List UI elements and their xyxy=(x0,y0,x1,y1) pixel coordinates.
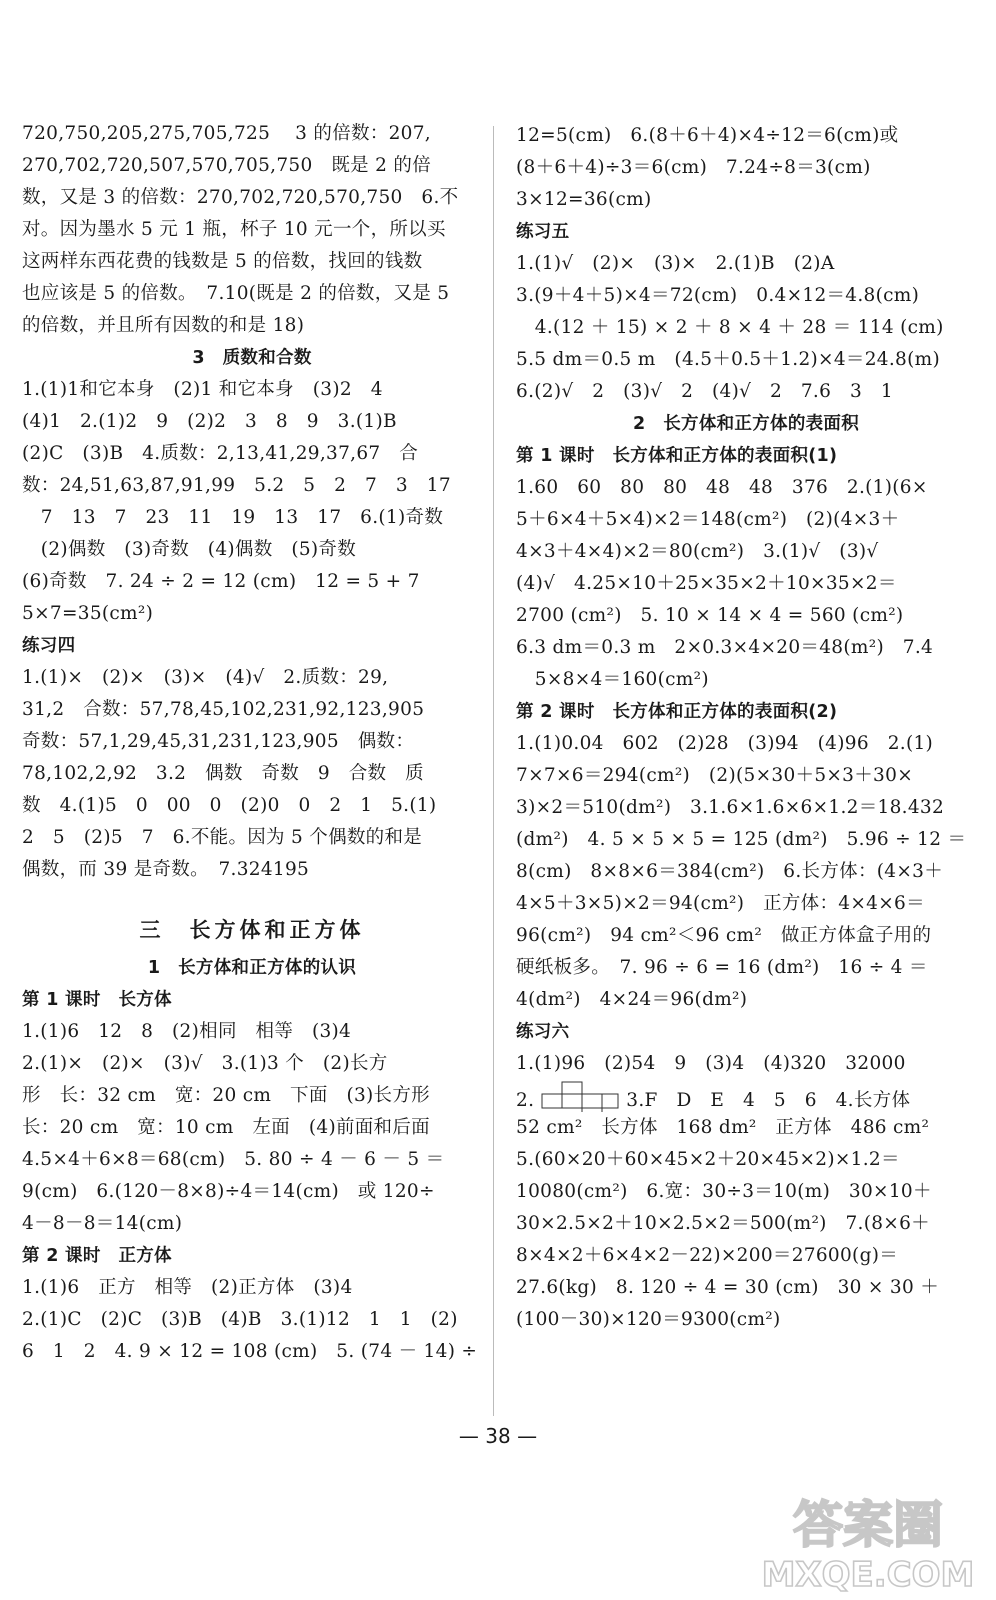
answer-line: 1.(1)96 (2)54 9 (3)4 (4)320 32000 xyxy=(516,1053,906,1074)
answer-line: 8×4×2＋6×4×2－22)×200＝27600(g)＝ xyxy=(516,1245,899,1266)
answer-line: 形 长：32 cm 宽：20 cm 下面 (3)长方形 xyxy=(22,1085,430,1106)
answer-line: 长：20 cm 宽：10 cm 左面 (4)前面和后面 xyxy=(22,1117,430,1138)
left-column xyxy=(22,118,482,1368)
section-heading: 第 1 课时 长方体和正方体的表面积(1) xyxy=(516,446,838,466)
answer-line: 1.(1)0.04 602 (2)28 (3)94 (4)96 2.(1) xyxy=(516,733,934,754)
answer-line: 4.(12 ＋ 15) × 2 ＋ 8 × 4 ＋ 28 ＝ 114 (cm) xyxy=(516,317,944,338)
answer-line: 8(cm) 8×8×6＝384(cm²) 6.长方体：(4×3＋ xyxy=(516,861,943,882)
answer-line: (4)√ 4.25×10＋25×35×2＋10×35×2＝ xyxy=(516,573,897,594)
answer-line: 4－8－8＝14(cm) xyxy=(22,1213,183,1234)
answer-line: 1.(1)6 正方 相等 (2)正方体 (3)4 xyxy=(22,1277,353,1298)
answer-line: (2)偶数 (3)奇数 (4)偶数 (5)奇数 xyxy=(22,539,357,560)
answer-line: 4×3＋4×4)×2＝80(cm²) 3.(1)√ (3)√ xyxy=(516,541,879,562)
answer-line: 1.(1)× (2)× (3)× (4)√ 2.质数：29, xyxy=(22,667,389,688)
watermark-url: MXQE.COM xyxy=(761,1555,975,1594)
answer-line: 6 1 2 4. 9 × 12 = 108 (cm) 5. (74 － 14) ÷ xyxy=(22,1341,478,1362)
answer-line-with-net xyxy=(516,1080,976,1112)
answer-line: 对。因为墨水 5 元 1 瓶，杯子 10 元一个，所以买 xyxy=(22,219,446,240)
answer-line: 奇数：57,1,29,45,31,231,123,905 偶数： xyxy=(22,731,415,752)
answer-line: 30×2.5×2＋10×2.5×2＝500(m²) 7.(8×6＋ xyxy=(516,1213,930,1234)
answer-line: (dm²) 4. 5 × 5 × 5 = 125 (dm²) 5.96 ÷ 12 ＝ xyxy=(516,829,967,850)
column-divider xyxy=(493,126,494,1416)
answer-line: 2700 (cm²) 5. 10 × 14 × 4 = 560 (cm²) xyxy=(516,605,904,626)
answer-line: 7 13 7 23 11 19 13 17 6.(1)奇数 xyxy=(22,507,444,528)
answer-line: 6.3 dm＝0.3 m 2×0.3×4×20＝48(m²) 7.4 xyxy=(516,637,934,658)
answer-line: 5×8×4＝160(cm²) xyxy=(516,669,709,690)
answer-line: 7×7×6＝294(cm²) (2)(5×30＋5×3＋30× xyxy=(516,765,913,786)
answer-line: 5＋6×4＋5×4)×2＝148(cm²) (2)(4×3＋ xyxy=(516,509,900,530)
answer-line: 2 5 (2)5 7 6.不能。因为 5 个偶数的和是 xyxy=(22,827,423,848)
answer-line: 4.5×4＋6×8＝68(cm) 5. 80 ÷ 4 － 6 － 5 ＝ xyxy=(22,1149,445,1170)
page-number: — 38 — xyxy=(458,1424,538,1448)
answer-line: (4)1 2.(1)2 9 (2)2 3 8 9 3.(1)B xyxy=(22,411,397,432)
answer-line: 52 cm² 长方体 168 dm² 正方体 486 cm² xyxy=(516,1117,930,1138)
answer-line: 1.(1)1和它本身 (2)1 和它本身 (3)2 4 xyxy=(22,379,383,400)
answer-line: 1.(1)6 12 8 (2)相同 相等 (3)4 xyxy=(22,1021,352,1042)
section-heading: 第 2 课时 正方体 xyxy=(22,1246,172,1266)
right-column xyxy=(516,120,976,1336)
answer-line: (2)C (3)B 4.质数：2,13,41,29,37,67 合 xyxy=(22,443,419,464)
answer-line: 2.(1)C (2)C (3)B (4)B 3.(1)12 1 1 (2) xyxy=(22,1309,458,1330)
answer-line: 偶数，而 39 是奇数。 7.324195 xyxy=(22,859,310,880)
answer-line: 3.(9＋4＋5)×4＝72(cm) 0.4×12＝4.8(cm) xyxy=(516,285,920,306)
answer-line: 4(dm²) 4×24＝96(dm²) xyxy=(516,989,748,1010)
answer-line: (6)奇数 7. 24 ÷ 2 = 12 (cm) 12 = 5 + 7 xyxy=(22,571,420,592)
answer-line: 10080(cm²) 6.宽：30÷3＝10(m) 30×10＋ xyxy=(516,1181,932,1202)
answer-line: (8＋6＋4)÷3＝6(cm) 7.24÷8＝3(cm) xyxy=(516,157,871,178)
answer-line: 数：24,51,63,87,91,99 5.2 5 2 7 3 17 xyxy=(22,475,451,496)
answer-line: 96(cm²) 94 cm²＜96 cm² 做正方体盒子用的 xyxy=(516,925,932,946)
answer-line: 数，又是 3 的倍数：270,702,720,570,750 6.不 xyxy=(22,187,459,208)
answer-line: (100－30)×120＝9300(cm²) xyxy=(516,1309,781,1330)
answer-text: 3.F D E 4 5 6 4.长方体 xyxy=(626,1090,911,1111)
answer-line: 的倍数，并且所有因数的和是 18) xyxy=(22,315,305,336)
answer-line: 270,702,720,507,570,705,750 既是 2 的倍 xyxy=(22,155,431,176)
section-heading: 第 2 课时 长方体和正方体的表面积(2) xyxy=(516,702,838,722)
spacer xyxy=(22,886,482,908)
answer-line: 1.60 60 80 80 48 48 376 2.(1)(6× xyxy=(516,477,928,498)
section-heading: 第 1 课时 长方体 xyxy=(22,990,172,1010)
cube-net-diagram xyxy=(534,1080,620,1112)
answer-line: 5.5 dm＝0.5 m (4.5＋0.5＋1.2)×4＝24.8(m) xyxy=(516,349,940,370)
answer-line: 27.6(kg) 8. 120 ÷ 4 = 30 (cm) 30 × 30 ＋ xyxy=(516,1277,939,1298)
answer-line: 5.(60×20＋60×45×2＋20×45×2)×1.2＝ xyxy=(516,1149,900,1170)
answer-line: 也应该是 5 的倍数。 7.10(既是 2 的倍数，又是 5 xyxy=(22,283,450,304)
section-heading: 练习六 xyxy=(516,1022,570,1042)
answer-line: 720,750,205,275,705,725 3 的倍数：207, xyxy=(22,123,431,144)
answer-line: 5×7=35(cm²) xyxy=(22,603,154,624)
answer-line: 3×12=36(cm) xyxy=(516,189,652,210)
answer-line: 6.(2)√ 2 (3)√ 2 (4)√ 2 7.6 3 1 xyxy=(516,381,893,402)
answer-line: 9(cm) 6.(120－8×8)÷4＝14(cm) 或 120÷ xyxy=(22,1181,435,1202)
answer-prefix: 2. xyxy=(516,1090,535,1111)
subsection-heading: 1 长方体和正方体的认识 xyxy=(147,958,357,978)
answer-line: 数 4.(1)5 0 00 0 (2)0 0 2 1 5.(1) xyxy=(22,795,437,816)
answer-line: 4×5＋3×5)×2＝94(cm²) 正方体：4×4×6＝ xyxy=(516,893,925,914)
subsection-heading: 3 质数和合数 xyxy=(192,348,312,368)
section-heading: 练习五 xyxy=(516,222,570,242)
watermark-title: 答案圈 xyxy=(793,1496,943,1554)
answer-line: 31,2 合数：57,78,45,102,231,92,123,905 xyxy=(22,699,425,720)
answer-line: 78,102,2,92 3.2 偶数 奇数 9 合数 质 xyxy=(22,763,424,784)
section-heading: 练习四 xyxy=(22,636,76,656)
answer-line: 3)×2＝510(dm²) 3.1.6×1.6×6×1.2＝18.432 xyxy=(516,797,945,818)
subsection-heading: 2 长方体和正方体的表面积 xyxy=(632,414,860,434)
answer-line: 2.(1)× (2)× (3)√ 3.(1)3 个 (2)长方 xyxy=(22,1053,388,1074)
chapter-heading: 三 长方体和正方体 xyxy=(139,918,365,942)
answer-line: 1.(1)√ (2)× (3)× 2.(1)B (2)A xyxy=(516,253,835,274)
answer-line: 硬纸板多。 7. 96 ÷ 6 = 16 (dm²) 16 ÷ 4 ＝ xyxy=(516,957,928,978)
watermark-logo xyxy=(758,1486,978,1594)
answer-line: 12=5(cm) 6.(8＋6＋4)×4÷12＝6(cm)或 xyxy=(516,125,899,146)
answer-line: 这两样东西花费的钱数是 5 的倍数，找回的钱数 xyxy=(22,251,423,272)
